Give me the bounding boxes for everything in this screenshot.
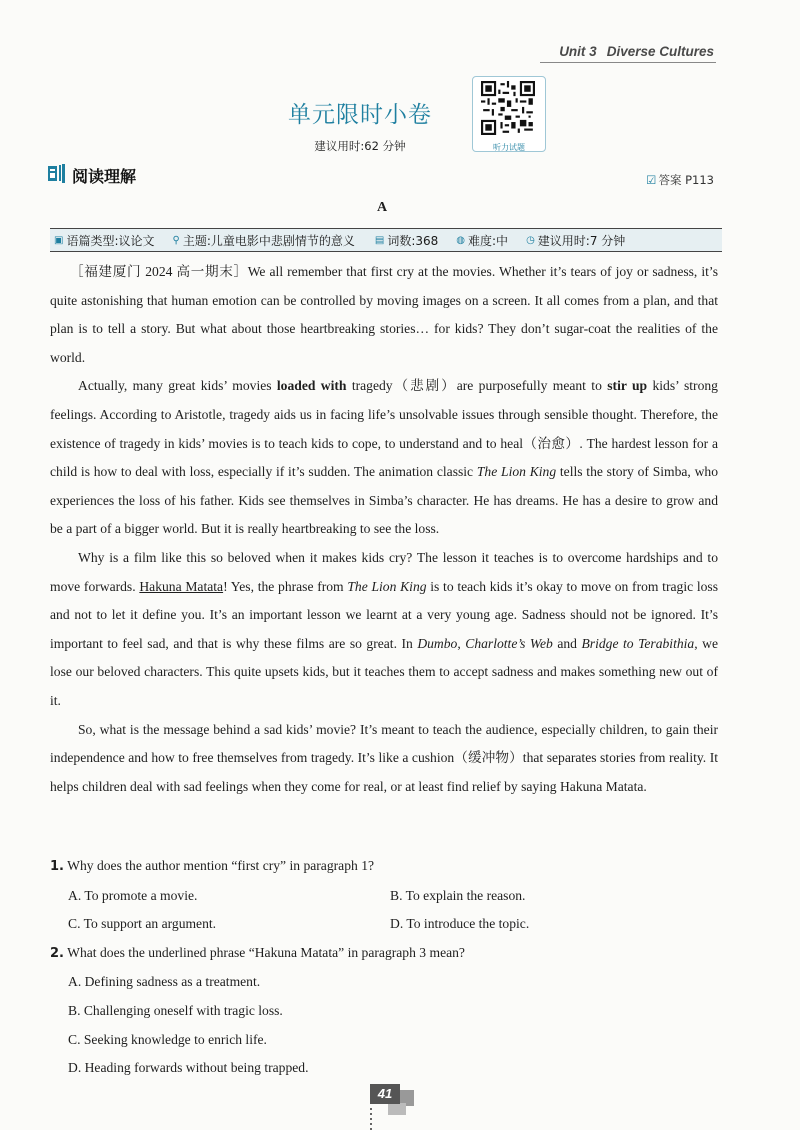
paragraph-2: Actually, many great kids’ movies loaded with tragedy（悲剧）are purposefully meant to stir up kids’ strong feelings. According to Aristotle, tragedy aids us in facing life’s unsolvable issues through sensible thought. Therefore, the existence of tragedy in kids’ movies is to teach kids to cope, to understand and to heal（治愈）. The hardest lesson for a child is how to deal with loss, especially if it’s sudden. The animation classic The Lion King tells the story of Simba, who experiences the loss of his father. Kids see themselves in Simba’s character. He has dreams. He has a desire to grow and be a part of a bigger world. But it is really heartbreaking to see the loss.	[50, 378, 719, 537]
option-c[interactable]: C. To support an argument.	[68, 916, 217, 932]
option-b[interactable]: B. Challenging oneself with tragic loss.	[68, 1002, 283, 1018]
suggested-time: 建议用时:62 分钟	[314, 139, 406, 153]
info-time: ◷ 建议用时:7 分钟	[526, 233, 626, 248]
film-title: The Lion King	[347, 578, 427, 594]
section-title: 阅读理解	[72, 167, 137, 186]
qr-code-icon	[481, 81, 535, 135]
passage-info-bar	[50, 228, 722, 252]
passage-letter: A	[376, 200, 388, 215]
info-difficulty: ◍ 难度:中	[456, 233, 509, 248]
document-icon: ▤	[374, 234, 385, 246]
info-genre: ▣ 语篇类型:议论文	[54, 233, 155, 248]
option-list	[50, 882, 720, 939]
info-topic: ⚲ 主题:儿童电影中悲剧情节的意义	[172, 233, 355, 248]
qr-code-box[interactable]	[472, 76, 546, 152]
option-a[interactable]: A. To promote a movie.	[68, 887, 198, 903]
option-d[interactable]: D. Heading forwards without being trapped.	[68, 1060, 309, 1076]
info-word-count: ▤ 词数:368	[374, 233, 439, 248]
option-a[interactable]: A. Defining sadness as a treatment.	[68, 974, 261, 990]
clock-icon: ◷	[526, 234, 535, 246]
film-title: Bridge to Terabithia	[581, 635, 695, 651]
checkmark-icon: ☑	[646, 173, 657, 187]
answer-reference	[646, 172, 714, 188]
magnifier-icon: ⚲	[172, 234, 180, 246]
unit-number: Unit 3	[559, 44, 597, 59]
gauge-icon: ◍	[456, 234, 466, 246]
paragraph-1: ［福建厦门 2024 高一期末］We all remember that first cry at the movies. Whether it’s tears of joy or sadness, it’s quite astonishing that human emotion can be controlled by moving images on a screen. It all comes from a plan, and that plan is to tell a story. But what about those heartbreaking stories… for kids? They don’t sugar-coat the realities of the world.	[50, 264, 718, 365]
passage-source: ［福建厦门 2024 高一期末］	[70, 264, 248, 279]
reading-passage	[50, 258, 718, 801]
highlighted-phrase: stir up	[607, 378, 648, 394]
question-1	[50, 852, 720, 939]
question-number: 2.	[50, 945, 64, 961]
underlined-phrase: Hakuna Matata	[139, 578, 224, 594]
book-icon: ▣	[54, 234, 64, 246]
question-number: 1.	[50, 859, 64, 874]
option-b[interactable]: B. To explain the reason.	[390, 887, 526, 903]
header-divider	[540, 62, 716, 63]
question-2	[50, 939, 720, 1083]
unit-title: Diverse Cultures	[606, 44, 714, 59]
question-stem: 2. What does the underlined phrase “Hakuna Matata” in paragraph 3 mean?	[50, 944, 465, 961]
option-c[interactable]: C. Seeking knowledge to enrich life.	[68, 1031, 267, 1047]
page-decoration	[388, 1103, 406, 1115]
film-title: Dumbo	[417, 635, 458, 651]
option-list	[50, 968, 720, 1082]
unit-header	[549, 44, 714, 59]
dotted-line	[370, 1108, 372, 1130]
qr-label: 听力试题	[493, 143, 525, 152]
highlighted-phrase: loaded with	[276, 378, 347, 394]
questions	[50, 852, 720, 1083]
film-title: Charlotte’s Web	[465, 635, 553, 651]
option-d[interactable]: D. To introduce the topic.	[390, 916, 530, 932]
film-title: The Lion King	[476, 464, 557, 480]
answer-ref-text: 答案 P113	[658, 173, 714, 187]
brush-section-icon	[48, 164, 65, 183]
question-stem: 1. Why does the author mention “first cry” in paragraph 1?	[50, 858, 375, 874]
page-title: 单元限时小卷	[288, 102, 432, 128]
paragraph-3: Why is a film like this so beloved when it makes kids cry? The lesson it teaches is to overcome hardships and to move forwards. Hakuna Matata! Yes, the phrase from The Lion King is to teach kids it’s okay to move on from tragic loss and not to let it define you. It’s an important lesson we learnt at a very young age. Sadness should not be ignored. It’s important to feel sad, and that is why these films are so great. In Dumbo, Charlotte’s Web and Bridge to Terabithia, we lose our beloved characters. This quite upsets kids, but it teaches them to accept sadness and makes something new out of it.	[50, 549, 718, 708]
paragraph-4: So, what is the message behind a sad kids’ movie? It’s meant to teach the audience, especially children, to gain their independence and how to free themselves from tragedy. It’s like a cushion（缓冲物）that separates stories from reality. It helps children deal with sad feelings when they come for real, or at least find relief by saying Hakuna Matata.	[50, 721, 718, 794]
page-number: 41	[370, 1084, 400, 1104]
